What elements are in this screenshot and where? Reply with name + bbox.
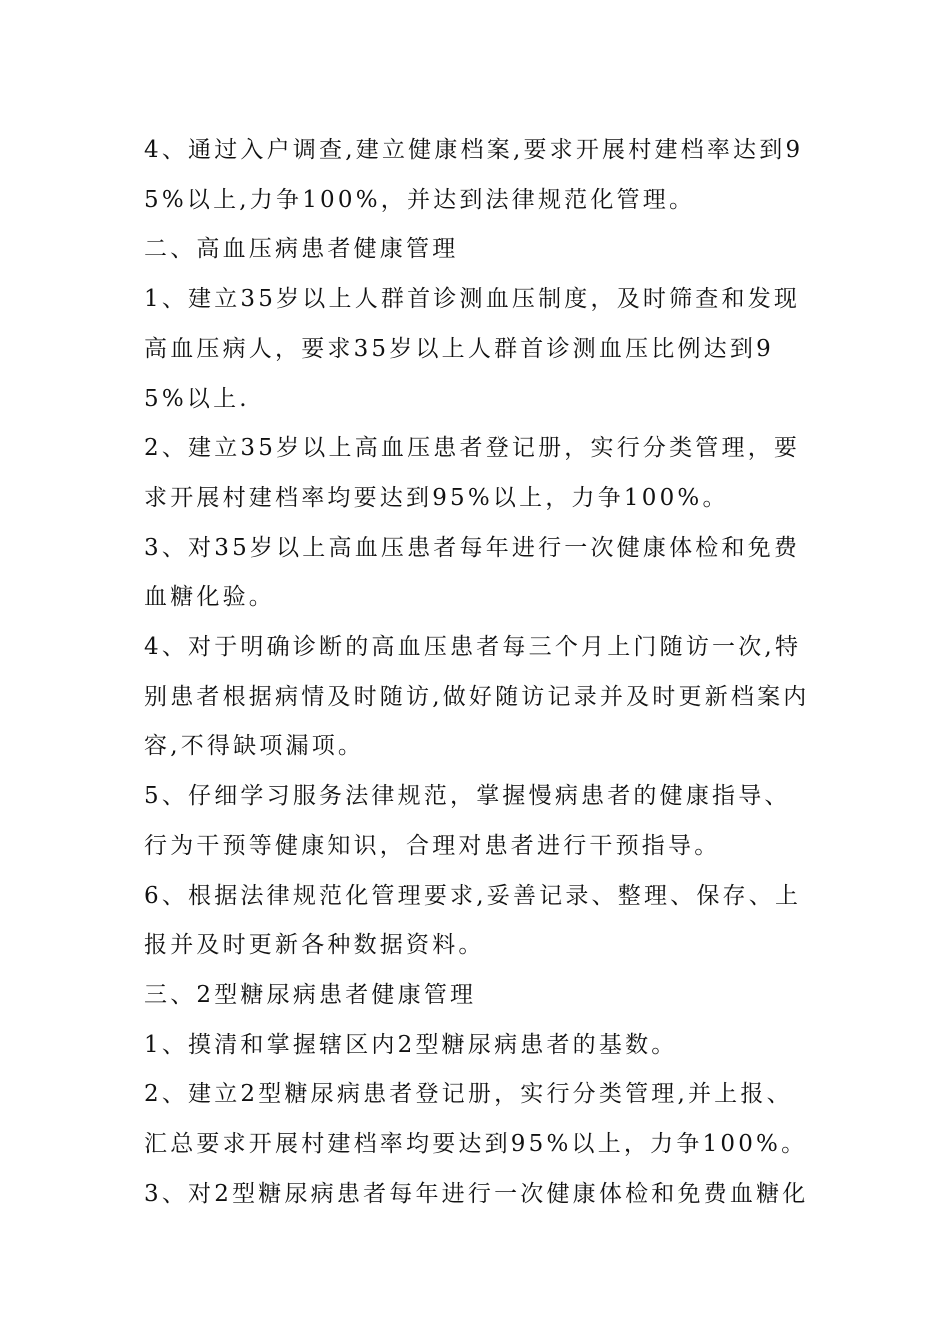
paragraph-10: 1、摸清和掌握辖区内2型糖尿病患者的基数。 xyxy=(144,1031,678,1058)
section-heading-3: 三、2型糖尿病患者健康管理 xyxy=(144,981,477,1008)
paragraph-7: 5、仔细学习服务法律规范，掌握慢病患者的健康指导、行为干预等健康知识，合理对患者进行干预指导。 xyxy=(144,783,791,859)
document-body xyxy=(144,126,814,1219)
paragraph-11: 2、建立2型糖尿病患者登记册，实行分类管理,并上报、汇总要求开展村建档率均要达到95%以上，力争100%。 xyxy=(144,1081,808,1158)
paragraph-8: 6、根据法律规范化管理要求,妥善记录、整理、保存、上报并及时更新各种数据资料。 xyxy=(144,882,802,959)
paragraph-6: 4、对于明确诊断的高血压患者每三个月上门随访一次,特别患者根据病情及时随访,做好随访记录并及时更新档案内容,不得缺项漏项。 xyxy=(144,634,810,760)
paragraph-3: 1、建立35岁以上人群首诊测血压制度，及时筛查和发现高血压病人，要求35岁以上人群首诊测血压比例达到95%以上. xyxy=(144,286,801,412)
paragraph-1: 4、通过入户调查,建立健康档案,要求开展村建档率达到95%以上,力争100%，并达到法律规范化管理。 xyxy=(144,137,804,213)
paragraph-4: 2、建立35岁以上高血压患者登记册，实行分类管理，要求开展村建档率均要达到95%以上，力争100%。 xyxy=(144,435,801,511)
section-heading-2: 二、高血压病患者健康管理 xyxy=(144,236,459,263)
paragraph-5: 3、对35岁以上高血压患者每年进行一次健康体检和免费血糖化验。 xyxy=(144,534,801,611)
paragraph-12: 3、对2型糖尿病患者每年进行一次健康体检和免费血糖化 xyxy=(144,1180,809,1207)
